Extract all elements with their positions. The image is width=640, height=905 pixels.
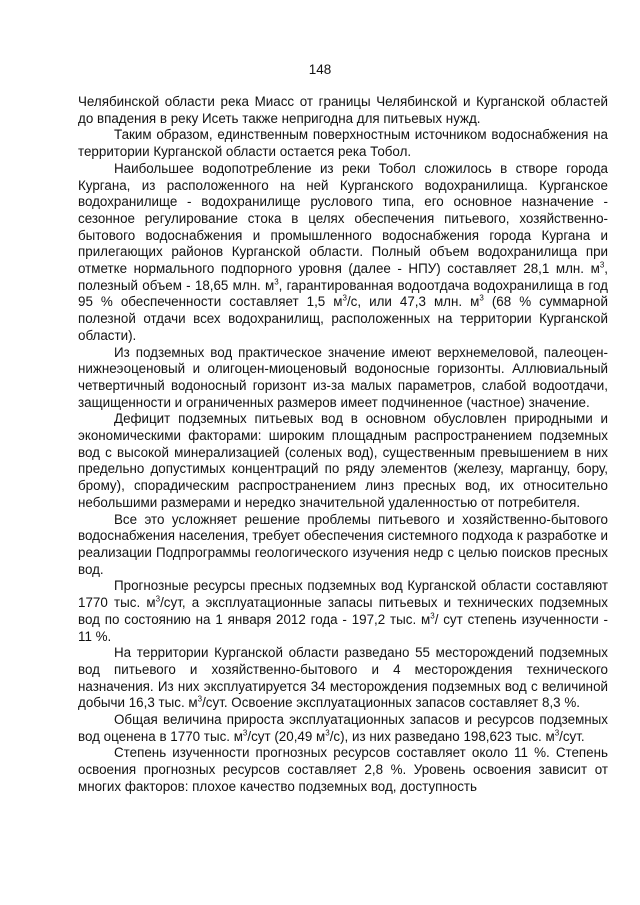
superscript: 3 xyxy=(197,694,203,704)
paragraph xyxy=(78,712,608,745)
paragraph-text: Из подземных вод практическое значение имеют верхнемеловой, палеоцен-нижнеэоценовый и олигоцен-миоценовый водоносные горизонты. Аллювиальный четвертичный водоносный горизонт из-за малых параметров, слабой водоотдачи, защищенности и ограниченных размеров имеет подчиненное (частное) значение. xyxy=(78,344,608,410)
paragraph xyxy=(78,345,608,412)
paragraph xyxy=(78,512,608,579)
paragraph-text: Дефицит подземных питьевых вод в основном обусловлен природными и экономическими факторами: широким площадным распространением подземных вод с высокой минерализацией (соленых вод), существенным превышением в них предельно допустимых концентраций по ряду элементов (железу, марганцу, бору, брому), спорадическим распространением линз пресных вод, их относительно небольшими размерами и нередко значительной удаленностью от потребителя. xyxy=(78,411,608,510)
superscript: 3 xyxy=(155,594,161,604)
paragraph-text: /сут (20,49 м xyxy=(247,728,326,744)
paragraph-text: Прогнозные ресурсы пресных подземных вод Курганской области составляют 1770 тыс. м xyxy=(78,578,608,611)
superscript: 3 xyxy=(342,293,347,303)
superscript: 3 xyxy=(325,728,330,738)
superscript: 3 xyxy=(274,277,279,287)
paragraph-text: /сут, а эксплуатационные запасы питьевых и технических подземных вод по состоянию на 1 января 2012 года - 197,2 тыс. м xyxy=(78,595,608,627)
body-text xyxy=(78,94,608,796)
paragraph-text: /с, или 47,3 млн. м xyxy=(346,294,480,310)
paragraph-text: Все это усложняет решение проблемы питьевого и хозяйственно-бытового водоснабжения населения, требует обеспечения системного подхода к разработке и реализации Подпрограммы геологического изучения недр с целью поисков пресных вод. xyxy=(78,511,608,577)
paragraph-text: , гарантированная водоотдача водохранилища в год 95 % обеспеченности составляет 1,5 м xyxy=(78,277,608,310)
paragraph-text: Наибольшее водопотребление из реки Тобол сложилось в створе города Кургана, из расположенного на ней Курганского водохранилища. Курганское водохранилище - водохранилище руслового типа, его основное назначение - сезонное регулирование стока в целях обеспечения питьевого, хозяйственно-бытового водоснабжения и промышленного водоснабжения города Кургана и прилегающих районов Курганской области. Полный объем водохранилища при отметке нормального подпорного уровня (далее - НПУ) составляет 28,1 млн. м xyxy=(78,160,608,277)
paragraph xyxy=(78,127,608,160)
paragraph xyxy=(78,94,608,127)
paragraph-text: /сут. xyxy=(559,728,585,744)
paragraph-text: (68 % суммарной полезной отдачи всех водохранилищ, расположенных на территории Курганской области). xyxy=(78,294,608,343)
superscript: 3 xyxy=(479,293,484,303)
superscript: 3 xyxy=(599,260,605,270)
superscript: 3 xyxy=(430,611,435,621)
paragraph xyxy=(78,578,608,645)
paragraph xyxy=(78,161,608,345)
paragraph-text: Общая величина прироста эксплуатационных запасов и ресурсов подземных вод оценена в 1770 тыс. м xyxy=(78,712,608,744)
superscript: 3 xyxy=(242,728,248,738)
superscript: 3 xyxy=(554,728,560,738)
paragraph xyxy=(78,411,608,511)
paragraph-text: На территории Курганской области разведано 55 месторождений подземных вод питьевого и хозяйственно-бытового и 4 месторождения технического назначения. Из них эксплуатируется 34 месторождения подземных вод с величиной добычи 16,3 тыс. м xyxy=(78,645,608,711)
paragraph xyxy=(78,645,608,712)
paragraph-text: / сут степень изученности - 11 %. xyxy=(78,611,608,644)
paragraph-text: , полезный объем - 18,65 млн. м xyxy=(78,261,608,293)
paragraph-text: /с), из них разведано 198,623 тыс. м xyxy=(329,728,555,744)
paragraph-text: Степень изученности прогнозных ресурсов составляет около 11 %. Степень освоения прогнозных ресурсов составляет 2,8 %. Уровень освоения зависит от многих факторов: плохое качество подземных вод, доступность xyxy=(78,745,608,794)
paragraph-text: Челябинской области река Миасс от границы Челябинской и Курганской областей до впадения в реку Исеть также непригодна для питьевых нужд. xyxy=(78,94,608,126)
paragraph-text: Таким образом, единственным поверхностным источником водоснабжения на территории Курганской области остается река Тобол. xyxy=(78,127,608,160)
paragraph xyxy=(78,745,608,795)
page-number: 148 xyxy=(308,62,332,77)
paragraph-text: /сут. Освоение эксплуатационных запасов составляет 8,3 %. xyxy=(202,695,580,711)
